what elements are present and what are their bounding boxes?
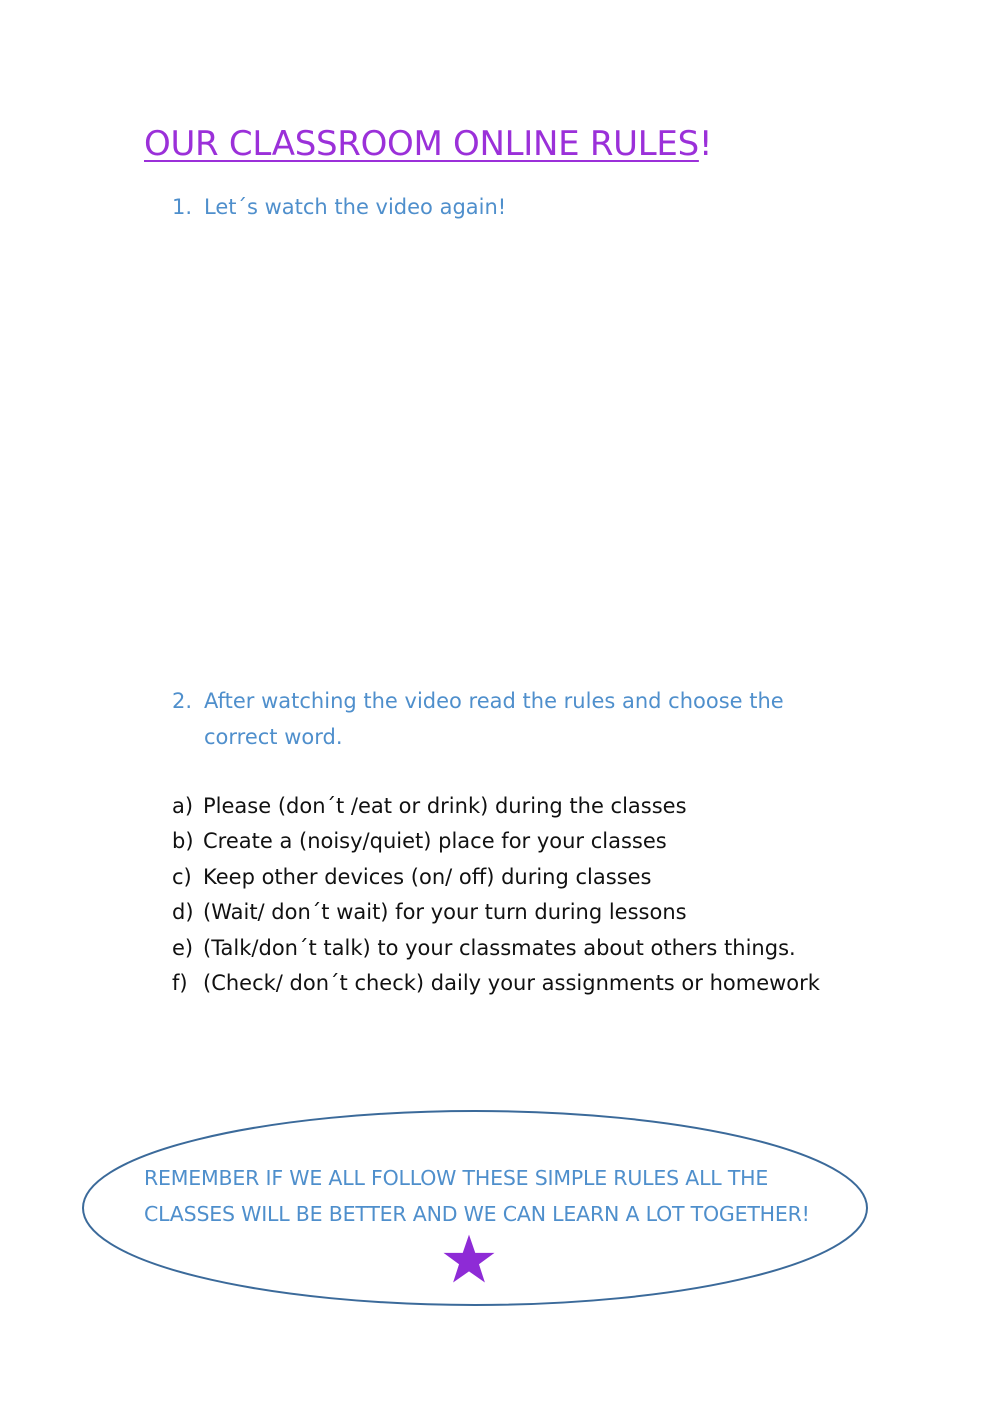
rule-letter: e): [172, 935, 194, 960]
worksheet-title-text: OUR CLASSROOM ONLINE RULES: [144, 124, 699, 164]
rule-item: [172, 860, 892, 895]
rule-text: (Check/ don´t check) daily your assignments or homework: [203, 970, 820, 995]
question-2-number: 2.: [172, 689, 193, 713]
question-2-text: After watching the video read the rules and choose the correct word.: [204, 689, 784, 749]
rule-item: [172, 966, 892, 1001]
rule-text: Create a (noisy/quiet) place for your classes: [203, 829, 667, 854]
rule-item: [172, 931, 892, 966]
worksheet-title: [144, 124, 712, 164]
rule-letter: b): [172, 829, 194, 854]
rule-letter: c): [172, 864, 192, 889]
rules-list: [172, 789, 892, 1001]
rule-item: [172, 824, 892, 859]
question-1-text: Let´s watch the video again!: [204, 195, 507, 219]
rule-text: Please (don´t /eat or drink) during the classes: [203, 794, 687, 818]
rule-letter: d): [172, 900, 194, 925]
reminder-text: REMEMBER IF WE ALL FOLLOW THESE SIMPLE RULES ALL THE CLASSES WILL BE BETTER AND WE CAN LEARN A LOT TOGETHER!: [144, 1166, 810, 1226]
question-2: [172, 683, 852, 755]
rule-text: (Talk/don´t talk) to your classmates about others things.: [203, 935, 796, 960]
question-1: [172, 189, 872, 225]
rule-item: [172, 895, 892, 930]
rule-letter: a): [172, 794, 194, 818]
star-icon-shape: [444, 1235, 495, 1283]
rule-text: (Wait/ don´t wait) for your turn during lessons: [203, 900, 687, 925]
question-1-number: 1.: [172, 195, 193, 219]
worksheet-title-exclamation: !: [698, 124, 713, 164]
rule-text: Keep other devices (on/ off) during classes: [203, 864, 652, 889]
rule-letter: f): [172, 970, 188, 995]
rule-item: [172, 789, 892, 824]
star-icon: [441, 1233, 497, 1289]
